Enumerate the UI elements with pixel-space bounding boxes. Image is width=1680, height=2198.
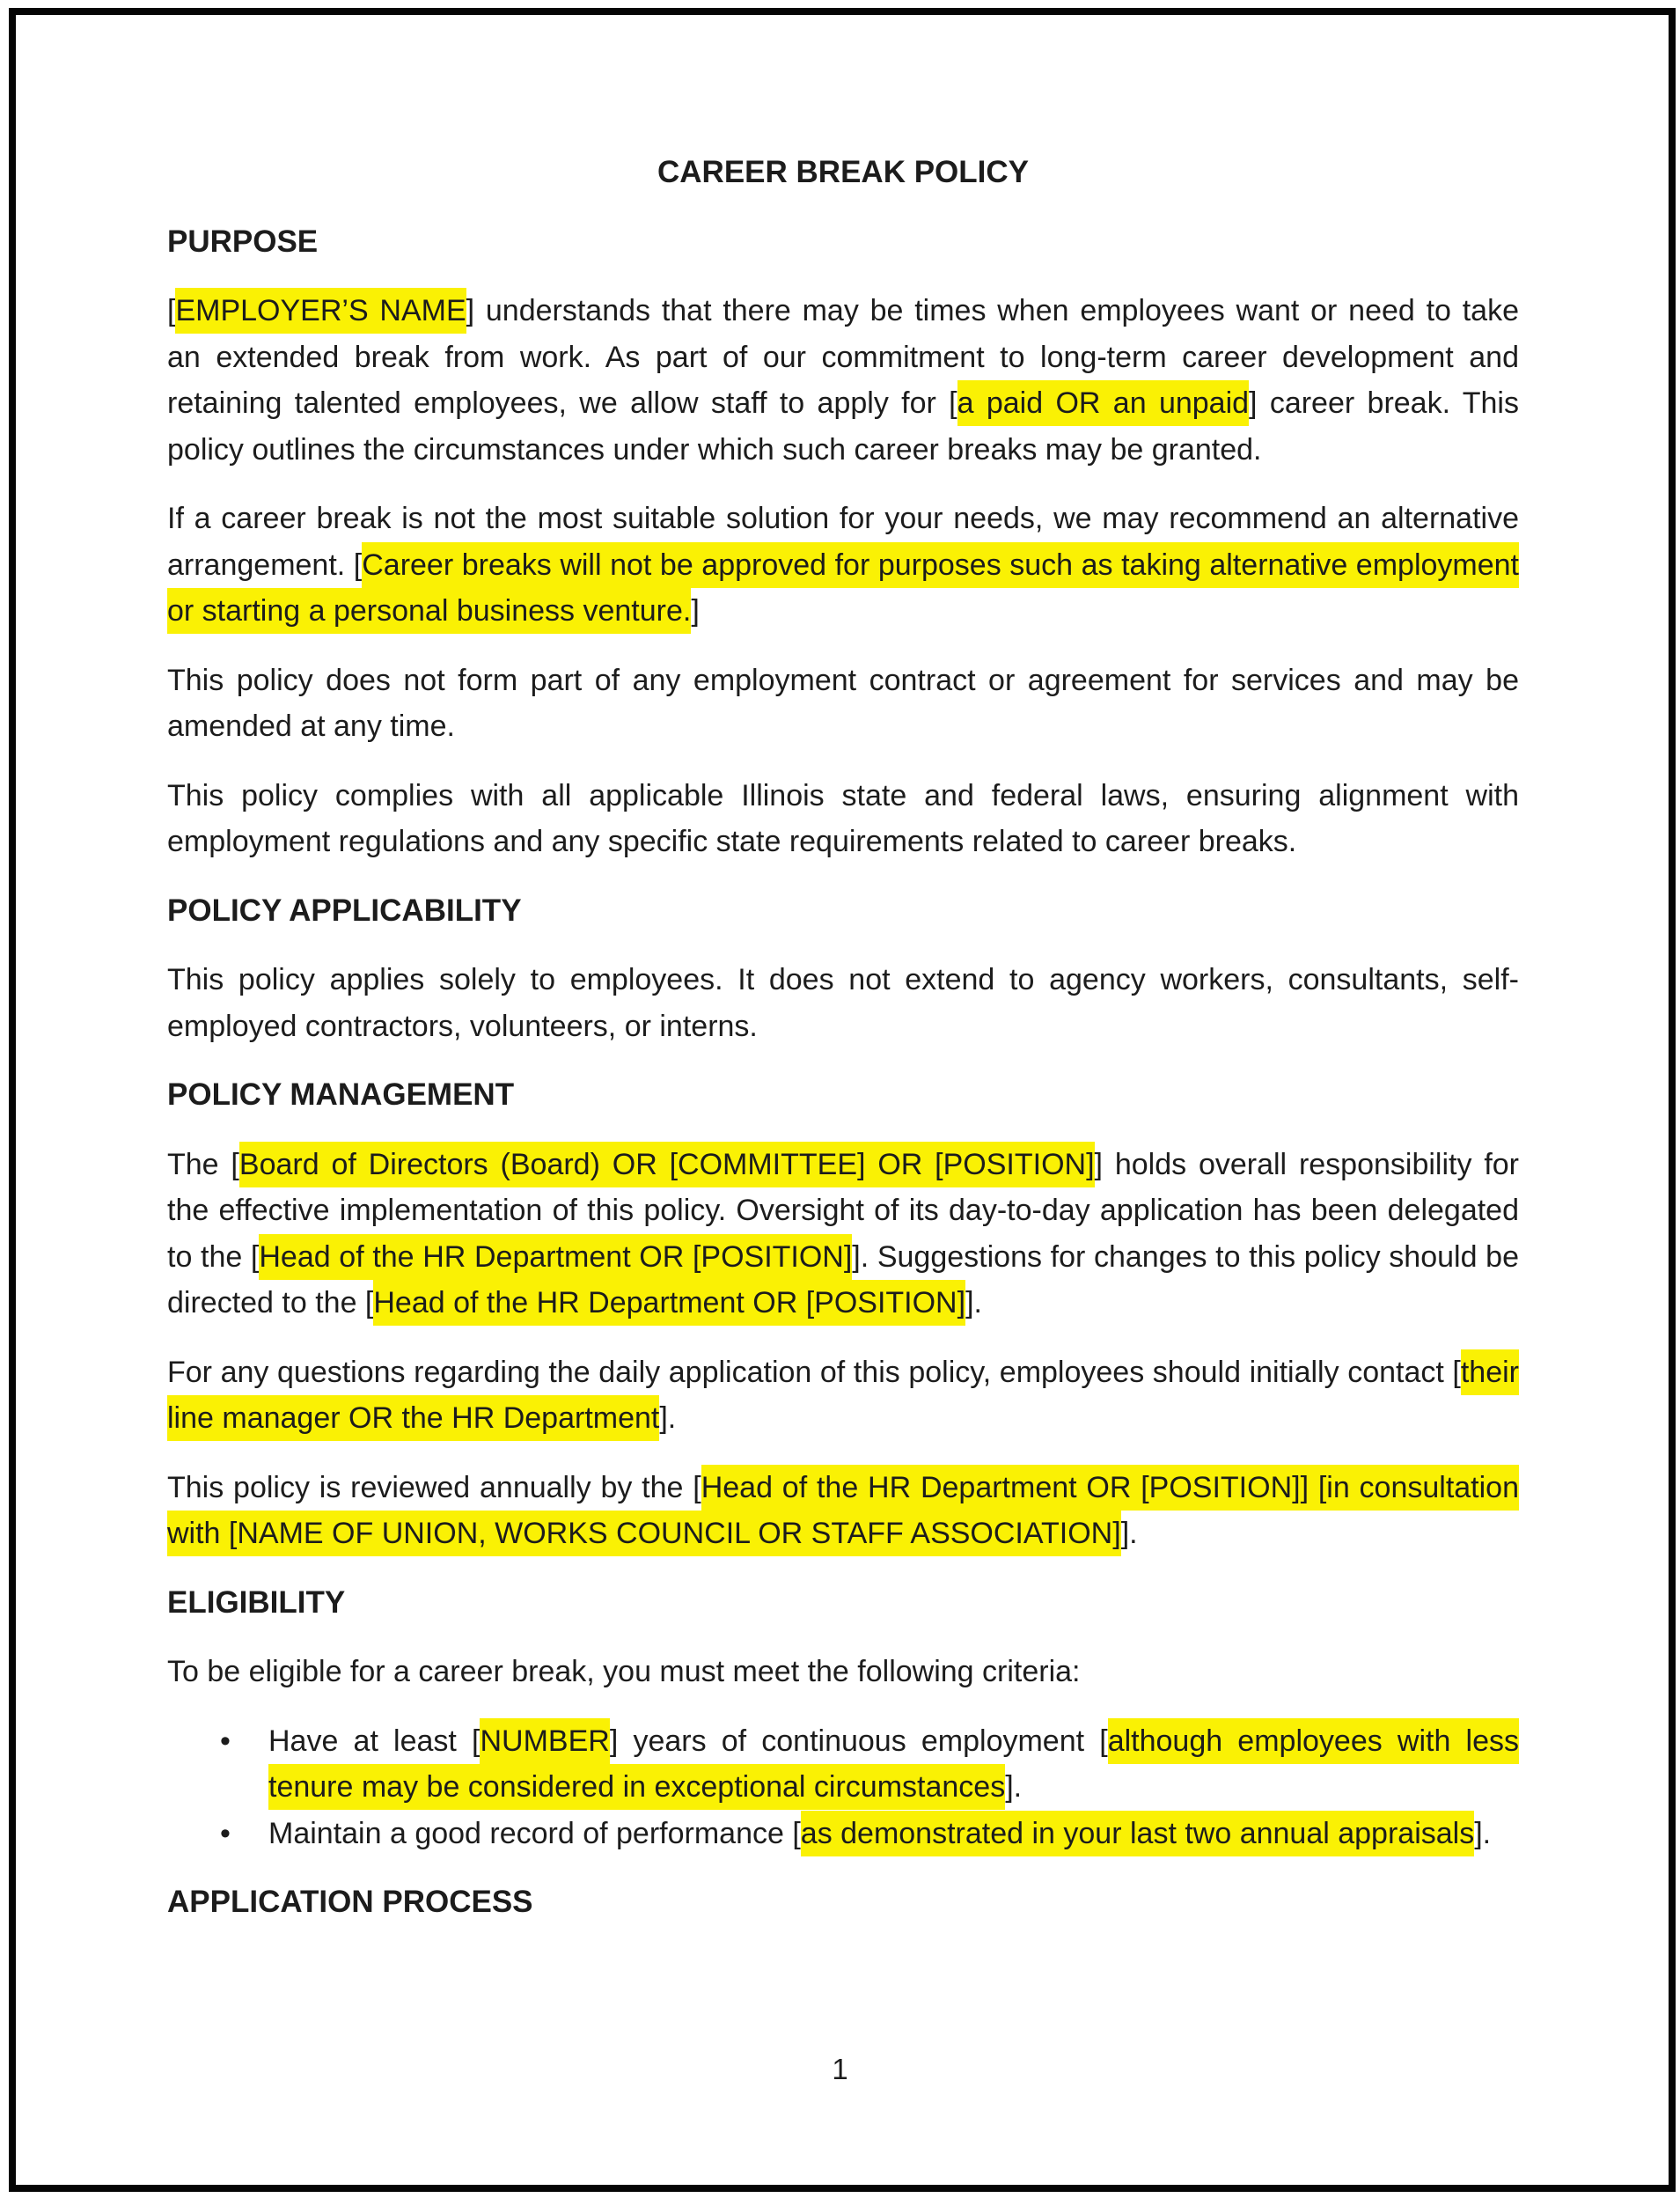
text-run: This policy applies solely to employees. It does not extend to agency workers, consultants, self-employed contractors, volunteers, or interns. — [167, 963, 1519, 1043]
paragraph — [167, 957, 1519, 1049]
bullet-marker-icon: • — [220, 1724, 231, 1758]
highlighted-text: EMPLOYER’S NAME — [175, 288, 466, 334]
section-heading: APPLICATION PROCESS — [167, 1885, 533, 1919]
highlighted-text: Head of the HR Department OR [POSITION]] [in consultation with [NAME OF UNION, WORKS COUNCIL OR STAFF ASSOCIATION] — [167, 1465, 1519, 1557]
paragraph — [167, 496, 1519, 635]
paragraph — [167, 773, 1519, 865]
page-number: 1 — [832, 2053, 848, 2085]
text-run: Have at least [ — [268, 1724, 481, 1758]
highlighted-text: NUMBER — [480, 1718, 609, 1764]
highlighted-text: Head of the HR Department OR [POSITION] — [373, 1280, 965, 1326]
section-heading: POLICY MANAGEMENT — [167, 1077, 515, 1112]
text-run: This policy complies with all applicable Illinois state and federal laws, ensuring alignment with employment regulations and any specific state requirements related to career breaks. — [167, 778, 1519, 858]
text-run: Maintain a good record of performance [ — [268, 1816, 801, 1850]
text-run: [ — [167, 294, 176, 327]
text-run: ]. — [1120, 1517, 1138, 1550]
bullet-marker-icon: • — [220, 1816, 231, 1850]
text-run: ]. — [1005, 1770, 1023, 1804]
bullet-item — [167, 1718, 1519, 1811]
highlighted-text: Career breaks will not be approved for purposes such as taking alternative employment or starting a personal business venture. — [167, 542, 1519, 635]
highlighted-text: Board of Directors (Board) OR [COMMITTEE] OR [POSITION] — [239, 1142, 1095, 1187]
document-content — [167, 150, 1519, 1949]
text-run: ] years of continuous employment [ — [609, 1724, 1108, 1758]
bullet-text — [268, 1811, 1519, 1857]
text-run: ]. Suggestions for changes to this policy should be directed to the [ — [167, 1239, 1519, 1320]
text-run: This policy is reviewed annually by the [ — [167, 1470, 701, 1504]
bullet-item — [167, 1811, 1519, 1857]
text-run: This policy does not form part of any employment contract or agreement for services and may be amended at any time. — [167, 663, 1519, 743]
text-run: ]. — [659, 1401, 677, 1435]
paragraph — [167, 288, 1519, 473]
highlighted-text: their line manager OR the HR Department — [167, 1349, 1519, 1442]
highlighted-text: Head of the HR Department OR [POSITION] — [259, 1234, 852, 1280]
text-run: ] understands that there may be times when employees want or need to take an extended break from work. As part of our commitment to long-term career development and retaining talented employees, we allow staff to apply for [ — [167, 294, 1519, 420]
highlighted-text: a paid OR an unpaid — [957, 380, 1249, 426]
paragraph — [167, 1649, 1519, 1695]
section-heading: POLICY APPLICABILITY — [167, 893, 522, 928]
text-run: ] — [691, 594, 700, 628]
text-run: ] career break. This policy outlines the circumstances under which such career breaks may be granted. — [167, 386, 1519, 467]
text-run: ]. — [965, 1286, 982, 1320]
text-run: To be eligible for a career break, you must meet the following criteria: — [167, 1655, 1081, 1688]
section-heading: PURPOSE — [167, 224, 319, 259]
highlighted-text: as demonstrated in your last two annual appraisals — [801, 1811, 1474, 1856]
document-title: CAREER BREAK POLICY — [657, 155, 1029, 189]
bullet-text — [268, 1718, 1519, 1811]
paragraph — [167, 1142, 1519, 1327]
bullet-list — [167, 1718, 1519, 1857]
text-run: ] holds overall responsibility for the effective implementation of this policy. Oversight of its day-to-day application has been delegated to the [ — [167, 1147, 1520, 1274]
text-run: ]. — [1474, 1816, 1492, 1850]
document-body — [167, 219, 1519, 1926]
text-run: For any questions regarding the daily application of this policy, employees should initially contact [ — [167, 1355, 1461, 1389]
text-run: The [ — [167, 1147, 239, 1181]
section-heading: ELIGIBILITY — [167, 1584, 346, 1620]
paragraph — [167, 658, 1519, 750]
paragraph — [167, 1465, 1519, 1557]
text-run: If a career break is not the most suitable solution for your needs, we may recommend an alternative arrangement. [ — [167, 502, 1519, 582]
highlighted-text: although employees with less tenure may be considered in exceptional circumstances — [268, 1718, 1519, 1811]
paragraph — [167, 1349, 1519, 1442]
